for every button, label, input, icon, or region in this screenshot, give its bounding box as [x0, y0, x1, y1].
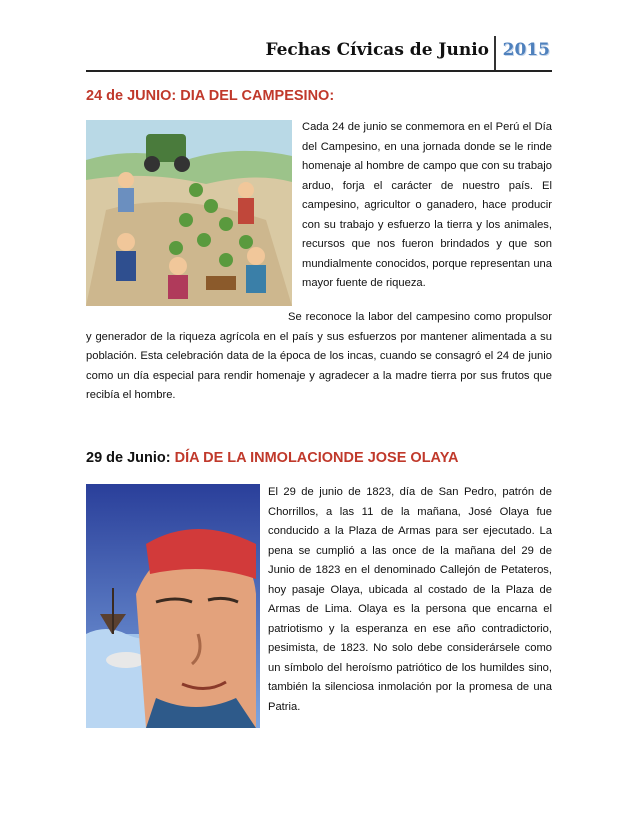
- header-year: 2015: [502, 40, 550, 60]
- section2-heading-prefix: 29 de Junio:: [86, 450, 175, 466]
- section2-heading-main: DÍA DE LA INMOLACIONDE JOSE OLAYA: [174, 450, 459, 466]
- section2-paragraph: El 29 de junio de 1823, día de San Pedro, patrón de Chorrillos, a las 11 de la mañana, José Olaya fue conducido a la Plaza de Armas para ser ejecutado. La pena se cumplió a las once de la mañana del 29 de Junio de 1823 en el denominado Callejón de Petateros, hoy pasaje Olaya, ubicada al costado de la Plaza de Armas de Lima. Olaya es la persona que encarna el patriotismo y la esperanza en ese año contradictorio, pesimista, de 1823. No solo debe considerársele como un símbolo del heroísmo patriótico de los humildes sino, también la silenciosa inmolación por la promesa de una Patria.: [268, 486, 552, 713]
- page-header: [86, 34, 552, 72]
- section1-paragraph1: Cada 24 de junio se conmemora en el Perú el Día del Campesino, en una jornada donde se le rinde homenaje al hombre de campo que con su trabajo arduo, forja el carácter de nuestro país. El campesino, agricultor o ganadero, hace producir con su trabajo y esfuerzo la tierra y los animales, recursos que nos fueron brindados y que son mundialmente conocidos, porque representan una mayor fuente de riqueza.: [302, 121, 552, 289]
- header-separator: [494, 36, 496, 70]
- header-title: Fechas Cívicas de Junio: [265, 40, 489, 60]
- section1-heading: 24 de JUNIO: DIA DEL CAMPESINO:: [86, 88, 335, 104]
- jose-olaya-illustration: [86, 484, 260, 728]
- section2-heading: [86, 450, 459, 466]
- campesino-illustration: [86, 120, 292, 306]
- header-rule: [86, 70, 552, 72]
- section1-paragraph2: Se reconoce la labor del campesino como propulsor y generador de la riqueza agrícola en el país y sus esfuerzos por mantener alimentada a su población. Esta celebración data de la época de los incas, cuando se consagró el 24 de junio como un día especial para rendir homenaje y agradecer a la madre tierra por sus frutos que recibía el hombre.: [86, 311, 552, 401]
